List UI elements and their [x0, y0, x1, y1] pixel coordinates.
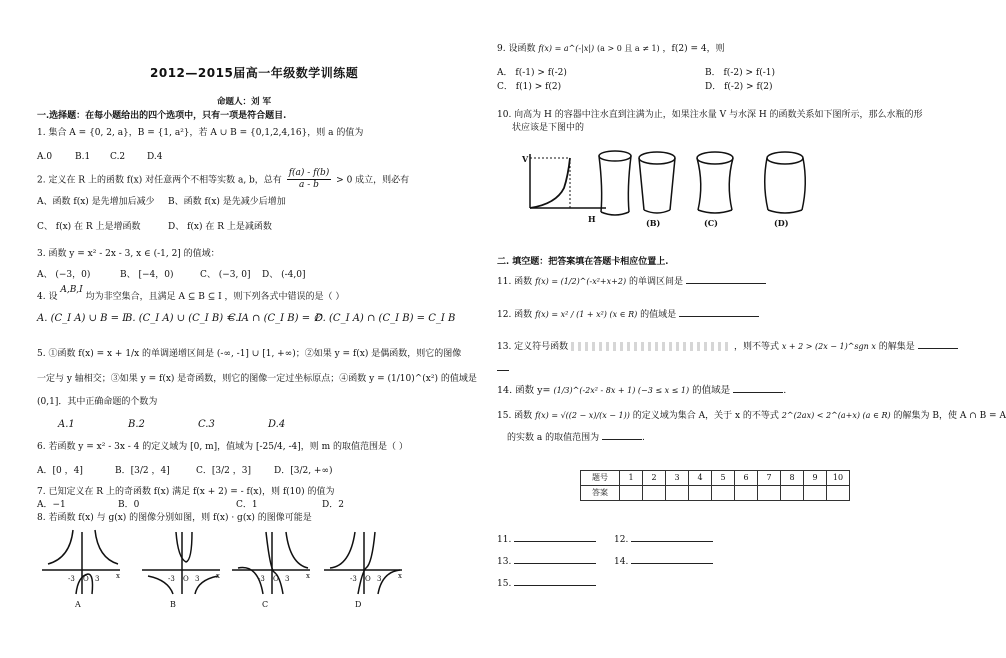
q4-stem-b: 均为非空集合，且满足 A ⊆ B ⊆ I ，则下列各式中错误的是（ ）	[85, 292, 345, 302]
q7-stem: 7. 已知定义在 R 上的奇函数 f(x) 满足 f(x + 2) = - f(x)，则 f(10) 的值为	[37, 487, 335, 497]
q15-fx: f(x) = √((2 − x)/(x − 1))	[535, 411, 630, 420]
q3-option-d: D、 (-4,0]	[262, 270, 306, 280]
q10-line2: 状应该是下图中的	[512, 123, 585, 133]
q3-option-b: B、 [−4，0)	[120, 270, 174, 280]
answer-blank-11-line	[514, 533, 596, 542]
q8c-tick-3: 3	[285, 575, 290, 583]
q2-stem-a: 2. 定义在 R 上的函数 f(x) 对任意两个不相等实数 a, b，总有	[37, 175, 282, 186]
answer-number-7: 7	[758, 471, 781, 486]
q8c-tick-x: x	[306, 572, 310, 580]
answer-number-4: 4	[689, 471, 712, 486]
answer-number-9: 9	[804, 471, 827, 486]
q12-stem-a: 12. 函数	[497, 310, 533, 320]
q9-option-a: A． f(-1) > f(-2)	[497, 68, 567, 78]
q15-stem-c: 的解集为 B，使 A ∩ B = A	[893, 411, 1006, 421]
answer-blank-15-line	[514, 577, 596, 586]
q5-option-c: C.3	[198, 419, 215, 430]
q8-stem: 8. 若函数 f(x) 与 g(x) 的图像分别如图，则 f(x) · g(x) 的图像可能是	[37, 513, 312, 523]
q10-vessel-d	[760, 148, 810, 228]
answer-cell-5[interactable]	[712, 486, 735, 501]
q5-option-d: D.4	[268, 419, 286, 430]
q5-line1: 5. ①函数 f(x) = x + 1/x 的单调递增区间是 (-∞, -1] ∪ [1, +∞)；②如果 y = f(x) 是偶函数，则它的图像	[37, 349, 462, 359]
answer-table	[580, 470, 850, 501]
answer-blank-15-label: 15.	[497, 579, 512, 589]
q6-stem: 6. 若函数 y = x² - 3x - 4 的定义域为 [0, m]，值域为 [-25/4, -4]，则 m 的取值范围是（ ）	[37, 442, 408, 452]
answer-table-head-number: 题号	[581, 471, 620, 486]
q10-label-d: (D)	[774, 218, 789, 228]
q14-stem-b: 的值域是	[692, 385, 731, 396]
q6-option-a: A．[0 ，4]	[37, 466, 83, 476]
answer-number-5: 5	[712, 471, 735, 486]
q2-option-b: B、函数 f(x) 是先减少后增加	[168, 197, 286, 207]
answer-number-3: 3	[666, 471, 689, 486]
q7-option-d: D．2	[322, 500, 344, 510]
page-title: 2012—2015届高一年级数学训练题	[150, 66, 359, 80]
answer-cell-7[interactable]	[758, 486, 781, 501]
answer-blank-14[interactable]	[614, 555, 713, 568]
answer-blank-13[interactable]	[497, 555, 596, 568]
answer-blank-14-line	[631, 555, 713, 564]
q6-option-c: C．[3/2 ，3]	[196, 466, 251, 476]
q2-stem	[37, 168, 409, 192]
q10-vessel-b	[632, 148, 682, 228]
answer-blank-12-label: 12.	[614, 535, 629, 545]
q11-stem-b: 的单调区间是	[628, 277, 683, 287]
q8a-tick-origin: O	[83, 575, 89, 583]
q2-frac-num: f(a) - f(b)	[287, 168, 332, 180]
q1-stem: 1. 集合 A = {0, 2, a}，B = {1, a²}，若 A ∪ B = {0,1,2,4,16}，则 a 的值为	[37, 128, 364, 138]
q8b-tick-x: x	[216, 572, 220, 580]
q8d-tick-origin: O	[365, 575, 371, 583]
q9-option-b: B． f(-2) > f(-1)	[705, 68, 775, 78]
q8a-tick-x: x	[116, 572, 120, 580]
q8d-tick-3: 3	[377, 575, 382, 583]
q12-fx: f(x) = x² / (1 + x²) (x ∈ R)	[535, 310, 638, 319]
q1-option-b: B.1	[75, 152, 91, 162]
q10-vessel-c	[690, 148, 740, 228]
q3-option-c: C、 (−3, 0]	[200, 270, 251, 280]
answer-number-8: 8	[781, 471, 804, 486]
answer-cell-1[interactable]	[620, 486, 643, 501]
q7-option-c: C．1	[236, 500, 258, 510]
q15-stem	[497, 411, 1006, 422]
q8c-tick-origin: O	[273, 575, 279, 583]
answer-blank-13-line	[514, 555, 596, 564]
q8-graph-d	[322, 528, 407, 598]
q10-label-b: (B)	[646, 218, 661, 228]
q7-option-a: A．−1	[37, 500, 66, 510]
q8c-tick-neg3: -3	[258, 575, 265, 583]
q6-option-b: B．[3/2 ，4]	[115, 466, 170, 476]
q8-label-a: A	[75, 600, 81, 609]
q4-stem-a: 4. 设	[37, 292, 58, 302]
answer-number-2: 2	[643, 471, 666, 486]
answer-table-head-answer: 答案	[581, 486, 620, 501]
q6-option-d: D．[3/2, +∞)	[274, 466, 333, 476]
q9-option-d: D． f(-2) > f(2)	[705, 82, 773, 92]
q8d-tick-neg3: -3	[350, 575, 357, 583]
q13-stem-a: 13. 定义符号函数	[497, 342, 569, 352]
q8d-tick-x: x	[398, 572, 402, 580]
q15-stem-a: 15. 函数	[497, 411, 533, 421]
q8-label-d: D	[355, 600, 362, 609]
q14-stem-a: 14. 函数 y=	[497, 385, 551, 396]
q9-stem-b: ，f(2) = 4，则	[662, 44, 725, 54]
answer-cell-3[interactable]	[666, 486, 689, 501]
q8-graph-a	[40, 528, 125, 598]
q12-stem-b: 的值域是	[640, 310, 677, 320]
answer-blank-11[interactable]	[497, 533, 596, 546]
answer-blank-15[interactable]	[497, 577, 596, 590]
q3-option-a: A、 (−3，0)	[37, 270, 91, 280]
answer-blank-12-line	[631, 533, 713, 542]
q1-option-d: D.4	[147, 152, 163, 162]
q8b-tick-3: 3	[195, 575, 200, 583]
q13-ineq: x + 2 > (2x − 1)^sgn x	[781, 342, 876, 351]
answer-blank-12[interactable]	[614, 533, 713, 546]
q10-line1: 10. 向高为 H 的容器中注水直到注满为止，如果注水量 V 与水深 H 的函数关系如下图所示，那么水瓶的形	[497, 110, 923, 120]
q4-option-b: B. (C_I A) ∪ (C_I B) = I	[125, 313, 242, 324]
q13-blank-cont	[497, 362, 509, 371]
q1-option-a: A.0	[37, 152, 53, 162]
answer-cell-8[interactable]	[781, 486, 804, 501]
q2-frac-den: a - b	[299, 180, 319, 191]
q8b-tick-origin: O	[183, 575, 189, 583]
q5-line2: 一定与 y 轴相交；③如果 y = f(x) 是奇函数，则它的图像一定过坐标原点；④函数 y = (1/10)^(x²) 的值域是	[37, 374, 477, 384]
q12-stem	[497, 308, 759, 321]
q8b-tick-neg3: -3	[168, 575, 175, 583]
q15-line2-text: 的实数 a 的取值范围为	[507, 433, 600, 443]
answer-blank-14-label: 14.	[614, 557, 629, 567]
section1-heading: 一.选择题：在每小题给出的四个选项中，只有一项是符合题目.	[37, 111, 287, 121]
q3-stem: 3. 函数 y = x² - 2x - 3, x ∈ (-1, 2] 的值域：	[37, 249, 220, 259]
q9-cond: (a > 0 且 a ≠ 1)	[597, 44, 660, 53]
q14-blank	[733, 384, 783, 393]
q2-stem-b: > 0 成立，则必有	[336, 175, 410, 186]
section2-heading: 二. 填空题：把答案填在答题卡相应位置上.	[497, 257, 669, 267]
q13-stem-c: 的解集是	[878, 342, 915, 352]
q13-stem-b: ，则不等式	[733, 342, 779, 352]
q5-option-a: A.1	[58, 419, 75, 430]
answer-blank-11-label: 11.	[497, 535, 512, 545]
q8-label-b: B	[170, 600, 176, 609]
q8a-tick-3: 3	[95, 575, 100, 583]
q2-option-a: A、函数 f(x) 是先增加后减少	[37, 197, 155, 207]
q13-blank	[918, 340, 958, 349]
q4-option-c: C. A ∩ (C_I B) = ∅	[228, 313, 322, 324]
q9-stem	[497, 44, 725, 55]
q14-fx: (1/3)^(-2x² - 8x + 1) (−3 ≤ x ≤ 1)	[553, 386, 690, 395]
q2-option-d: D、 f(x) 在 R 上是减函数	[168, 222, 272, 232]
q11-stem-a: 11. 函数	[497, 277, 533, 287]
q5-option-b: B.2	[128, 419, 145, 430]
q9-fx: f(x) = a^(-|x|)	[538, 44, 595, 53]
q10-vessel-a	[595, 148, 635, 220]
q10-label-c: (C)	[704, 218, 718, 228]
answer-number-1: 1	[620, 471, 643, 486]
q8a-tick-neg3: -3	[68, 575, 75, 583]
q13-stem	[497, 340, 958, 353]
q7-option-b: B．0	[118, 500, 140, 510]
answer-table-row-answers	[581, 486, 850, 501]
author-line: 命题人：刘 军	[217, 97, 271, 107]
q15-blank	[602, 431, 642, 440]
q15-line2: 的实数 a 的取值范围为 .	[507, 433, 645, 443]
answer-cell-10[interactable]	[827, 486, 850, 501]
q11-fx: f(x) = (1/2)^(-x²+x+2)	[535, 277, 627, 286]
q4-option-d: D. (C_I A) ∩ (C_I B) = C_I B	[315, 313, 456, 324]
q2-fraction	[287, 168, 332, 192]
q10-axis-v: V	[522, 154, 529, 164]
q2-option-c: C、 f(x) 在 R 上是增函数	[37, 222, 141, 232]
q9-option-c: C． f(1) > f(2)	[497, 82, 562, 92]
q15-stem-b: 的定义域为集合 A，关于 x 的不等式	[632, 411, 779, 421]
q4-stem	[37, 285, 345, 303]
q12-blank	[679, 308, 759, 317]
q5-line3: (0,1]．其中正确命题的个数为	[37, 397, 158, 407]
answer-cell-2[interactable]	[643, 486, 666, 501]
answer-number-6: 6	[735, 471, 758, 486]
answer-number-10: 10	[827, 471, 850, 486]
q15-ineq: 2^(2ax) < 2^(a+x) (a ∈ R)	[781, 411, 891, 420]
answer-blank-13-label: 13.	[497, 557, 512, 567]
q1-option-c: C.2	[110, 152, 126, 162]
answer-table-row-numbers	[581, 471, 850, 486]
q14-stem: 14. 函数 y= (1/3)^(-2x² - 8x + 1) (−3 ≤ x ≤ 1) 的值域是 .	[497, 385, 787, 396]
q10-axis-h: H	[588, 214, 596, 224]
q8-graph-c	[230, 528, 315, 598]
q8-label-c: C	[262, 600, 269, 609]
answer-cell-9[interactable]	[804, 486, 827, 501]
q9-stem-a: 9. 设函数	[497, 44, 536, 54]
q11-blank	[686, 275, 766, 284]
q8-graph-b	[140, 528, 225, 598]
q11-stem	[497, 275, 766, 288]
answer-cell-6[interactable]	[735, 486, 758, 501]
q13-sgn-glyph	[571, 342, 731, 351]
q4-sets: A,B,I	[60, 285, 83, 295]
q4-option-a: A. (C_I A) ∪ B = I	[37, 313, 127, 324]
answer-cell-4[interactable]	[689, 486, 712, 501]
